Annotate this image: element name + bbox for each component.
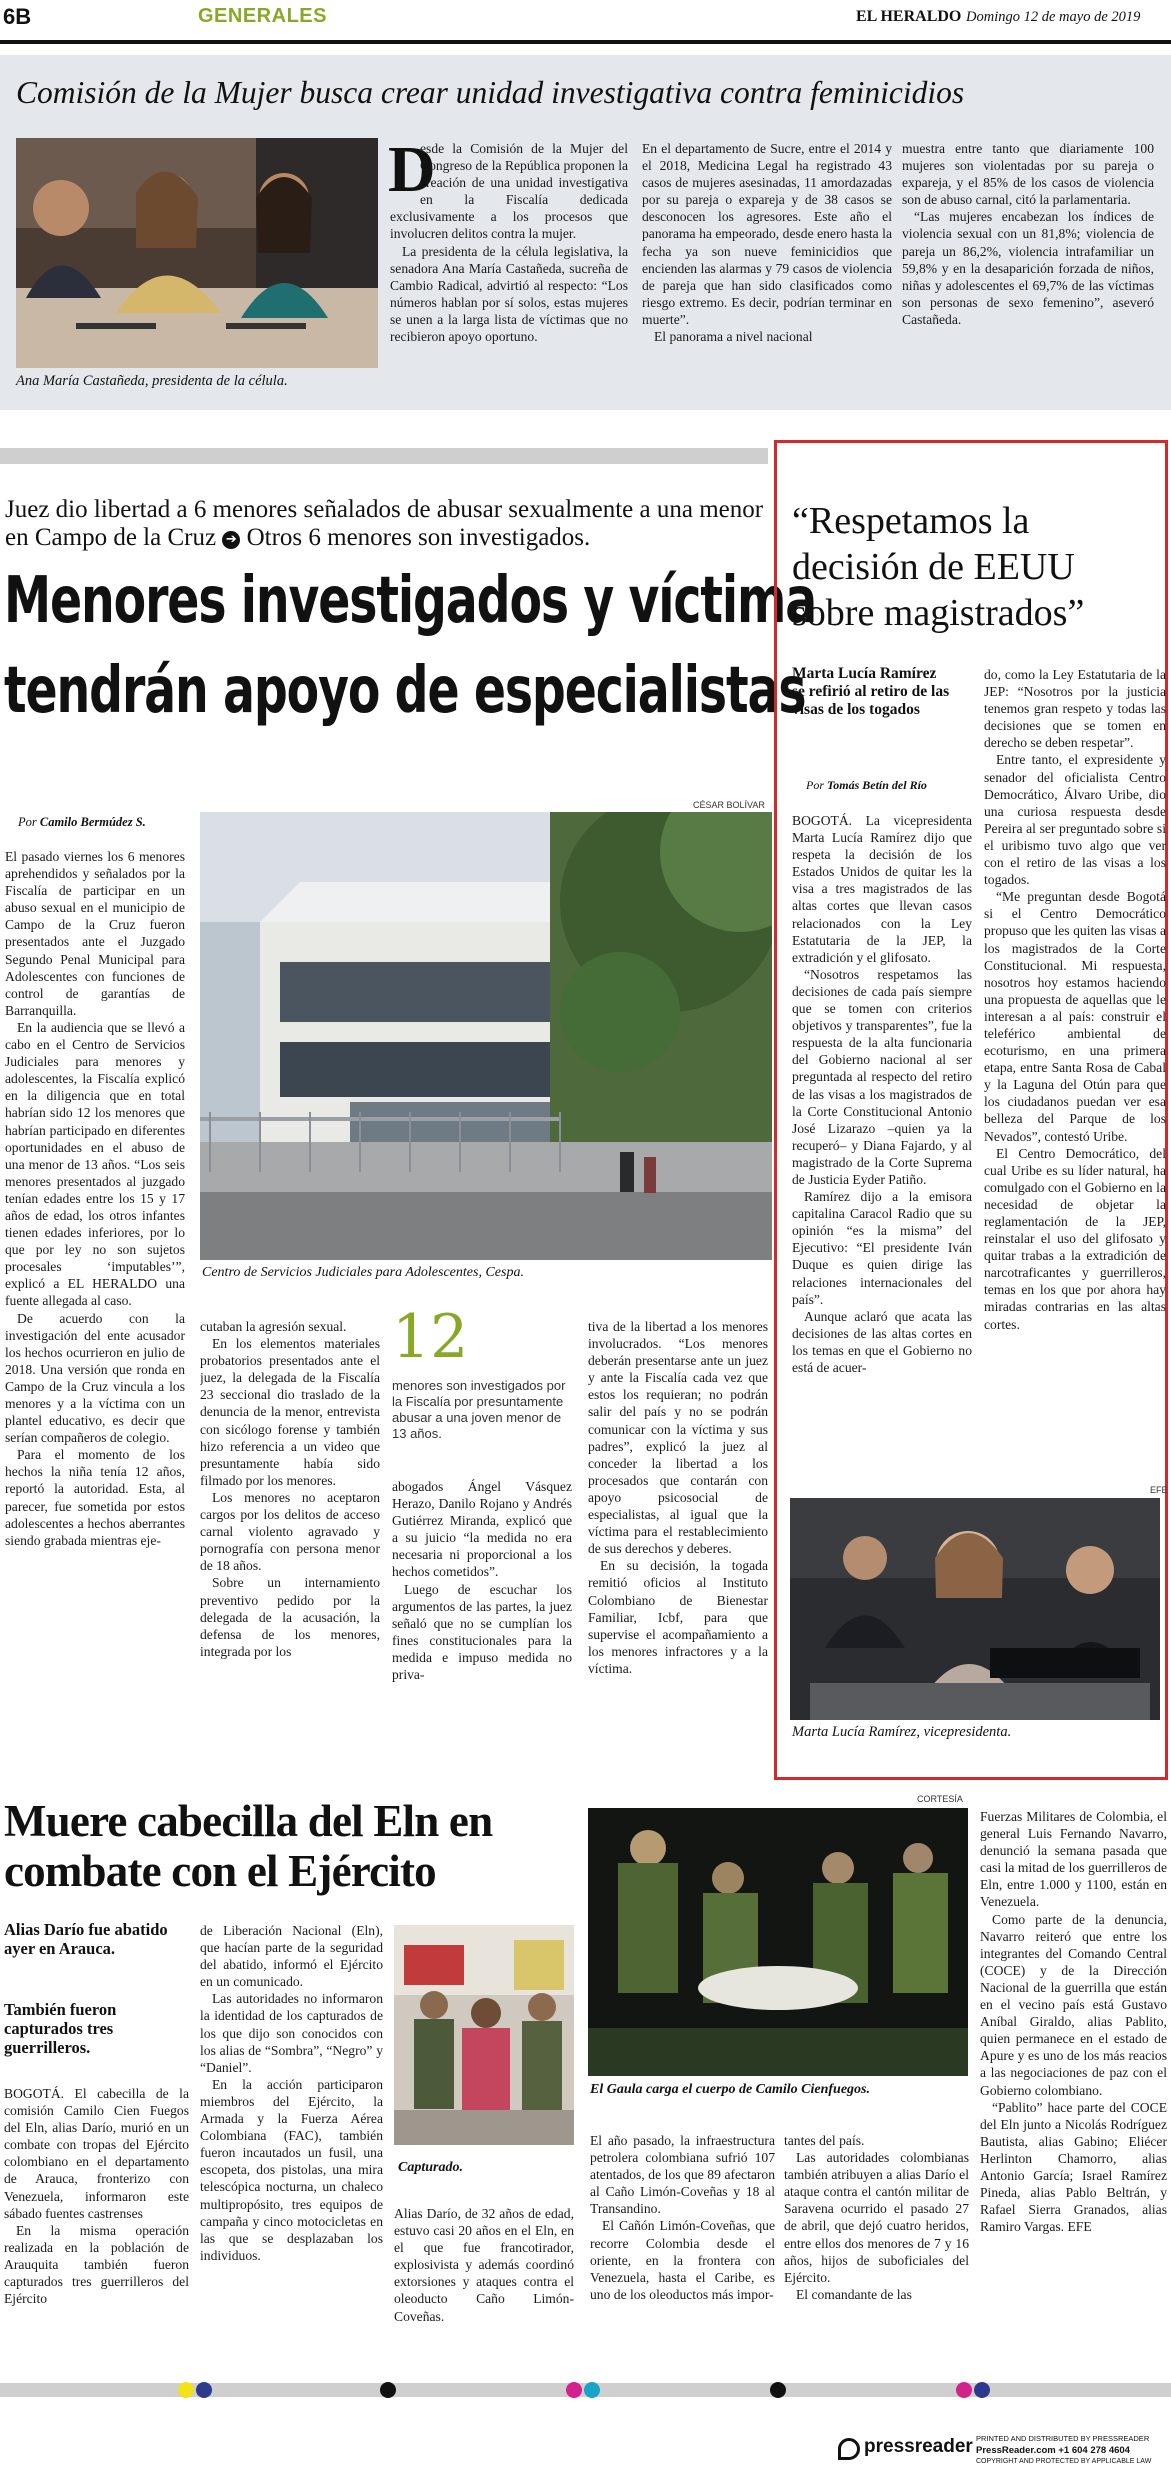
story-photo-commission bbox=[16, 138, 378, 368]
paragraph: En los elementos materiales probatorios presentados ante el juez, la delegada de la Fiscalía 23 seccional dio traslado de la denuncia de la menor, entrevista con sicólogo forense y también hizo referencia a un video que presuntamente había sido filmado por los menores. bbox=[200, 1336, 380, 1488]
story-body-col3 bbox=[394, 2205, 574, 2375]
story-photo-cespa bbox=[200, 812, 772, 1260]
story-photo-ramirez bbox=[790, 1498, 1160, 1720]
page-header bbox=[0, 0, 1171, 48]
story-headline-line1: Menores investigados y víctima bbox=[4, 564, 817, 638]
stat-text: menores son investigados por la Fiscalía por presuntamente abusar a una joven menor de 13 años. bbox=[392, 1378, 566, 1441]
paragraph: El pasado viernes los 6 menores aprehendidos y señalados por la Fiscalía de participar en un abuso sexual en el municipio de Campo de la Cruz fueron presentados ante el Juzgado Segundo Penal Municipal para Adolescentes con funciones de control de garantías de Barranquilla. bbox=[5, 849, 185, 1018]
photo-caption-small: Capturado. bbox=[398, 2160, 463, 2175]
paragraph: Para el momento de los hechos la niña tenía 12 años, reportó la autoridad. Esta, al parecer, fue sometida por estos adolescentes a hechos aberrantes siendo grabada mientras eje- bbox=[5, 1447, 185, 1548]
kicker-text: Juez dio libertad a 6 menores señalados de abusar sexualmente a una menor en Campo de la Cruz bbox=[5, 496, 764, 551]
story-byline bbox=[806, 778, 927, 793]
registration-dot-magenta bbox=[566, 2382, 582, 2398]
registration-dot-magenta bbox=[956, 2382, 972, 2398]
story-body-col1 bbox=[5, 848, 185, 1730]
photo-credit: CORTESÍA bbox=[917, 1794, 963, 1804]
paragraph: El panorama a nivel nacional bbox=[654, 329, 813, 345]
photo-caption: Ana María Castañeda, presidenta de la célula. bbox=[16, 373, 288, 389]
story-kicker bbox=[5, 496, 765, 552]
section-name: GENERALES bbox=[198, 5, 327, 27]
captured-photo-image bbox=[394, 1925, 574, 2145]
story-body-col2 bbox=[200, 1318, 380, 1730]
paragraph: “Nosotros respetamos las decisiones de cada país siempre que se tomen con criterios objetivos y transparentes”, fue la respuesta de la alta funcionaria del Gobierno nacional al ser preguntada al respecto del retiro de las visas a los magistrados de la Corte Constitucional Antonio José Lizarazo –quien ya la recuperó– y Diana Fajardo, y al magistrado de la Corte Suprema de Justicia Eyder Patiño. bbox=[792, 966, 972, 1187]
pressreader-line1: PRINTED AND DISTRIBUTED BY PRESSREADER bbox=[976, 2434, 1150, 2443]
registration-dot-black bbox=[380, 2382, 396, 2398]
paragraph: tantes del país. bbox=[784, 2133, 865, 2148]
paragraph: “Las mujeres encabezan los índices de violencia sexual con un 81,8%; violencia de pareja un 86,2%, violencia intrafamiliar un 59,8% y en la desaparición forzada de niños, niñas y adolescentes el 69,7% de las víctimas son personas de sexo femenino”, aseveró Castañeda. bbox=[902, 209, 1154, 327]
paragraph: BOGOTÁ. El cabecilla de la comisión Camilo Cien Fuegos del Eln, alias Darío, murió en un combate con tropas del Ejército colombiano en el departamento de Arauca, fronterizo con Venezuela, informaron este sábado fuentes castrenses bbox=[4, 2086, 189, 2221]
paragraph: Luego de escuchar los argumentos de las partes, la juez señaló que no se cumplían los fines constitucionales para la medida e impuso medida no priva- bbox=[392, 1581, 572, 1683]
cespa-building-image bbox=[200, 812, 772, 1260]
story-body-col3 bbox=[392, 1478, 572, 1730]
paragraph: Sobre un internamiento preventivo pedido por la delegada de la acusación, la defensa de los menores, integrada por los bbox=[200, 1575, 380, 1659]
story-summary-2: También fueron capturados tres guerrilleros. bbox=[4, 2000, 117, 2057]
story-photo-gaula bbox=[588, 1808, 968, 2076]
paragraph: abogados Ángel Vásquez Herazo, Danilo Rojano y Andrés Gutiérrez Miranda, explicó que a su juicio “la medida no era necesaria ni proporcional a los hechos cometidos”. bbox=[392, 1479, 572, 1580]
paragraph: BOGOTÁ. La vicepresidenta Marta Lucía Ramírez dijo que respeta la decisión de los Estados Unidos de quitar les la visa a tres magistrados de las altas cortes que llevan casos relacionados con la Ley Estatutaria de la JEP, la extradición y el glifosato. bbox=[792, 813, 972, 965]
paragraph: En la misma operación realizada en la población de Arauquita también fueron capturados tres guerrilleros del Ejército bbox=[4, 2222, 189, 2307]
paragraph: El Centro Democrático, del cual Uribe es su líder natural, ha comulgado con el Gobierno en la necesidad de objetar la reglamentación de la JEP, reinstalar el uso del glifosato y quitar trabas a la extradición de narcotraficantes y guerrilleros, temas en los que por ahora hay miradas contrarias en las altas cortes. bbox=[984, 1145, 1166, 1332]
story-headline: Muere cabecilla del Eln en combate con el Ejército bbox=[4, 1796, 493, 1896]
paragraph: do, como la Ley Estatutaria de la JEP: “Nosotros por la justicia tenemos gran respeto y todas las decisiones que se tomen en derecho se deben respetar”. bbox=[984, 667, 1166, 751]
photo-caption-big: El Gaula carga el cuerpo de Camilo Cienfuegos. bbox=[590, 2082, 870, 2097]
story-body-col6 bbox=[980, 1808, 1167, 2375]
story-byline bbox=[18, 815, 146, 830]
story-feminicidios bbox=[0, 55, 1171, 410]
registration-dot-yellow bbox=[178, 2382, 194, 2398]
paragraph: Aunque aclaró que acata las decisiones de las altas cortes en los temas en que el Gobierno no está de acuer- bbox=[792, 1308, 972, 1375]
paragraph: En su decisión, la togada remitió oficios al Instituto Colombiano de Bienestar Familiar, Icbf, para que supervise el acompañamiento a los menores infractores y a la víctima. bbox=[588, 1558, 768, 1676]
arrow-right-icon: ➔ bbox=[222, 531, 240, 549]
photo-caption: Centro de Servicios Judiciales para Adolescentes, Cespa. bbox=[202, 1265, 524, 1280]
paragraph: “Pablito” hace parte del COCE del Eln junto a Nicolás Rodríguez Bautista, alias Gabino; Eliécer Herlinton Chamorro, alias Antonio García; Israel Ramírez Pineda, alias Pablo Beltrán, y Rafael Sierra Granados, alias Ramiro Vargas. EFE bbox=[980, 2099, 1167, 2235]
paragraph: Las autoridades no informaron la identidad de los capturados de los que dijo son conocidos con los alias de “Sombra”, “Negro” y “Daniel”. bbox=[200, 1991, 383, 2075]
paragraph: Como parte de la denuncia, Navarro reiteró que entre los integrantes del Comando Central (COCE) y de la Dirección Nacional de la guerrilla que están en el vecino país está Gustavo Aníbal Giraldo, alias Pablito, quien permanece en el estado de Apure y es uno de los más reacios a las negociaciones de paz con el Gobierno colombiano. bbox=[980, 1911, 1167, 2098]
paragraph: cutaban la agresión sexual. bbox=[200, 1319, 347, 1334]
story-headline: “Respetamos la decisión de EEUU sobre magistrados” bbox=[792, 500, 1085, 634]
paragraph: Ramírez dijo a la emisora capitalina Caracol Radio que su opinión “es la misma” del Ejecutivo: “El presidente Iván Duque es quien dirige las relaciones internacionales del país”. bbox=[792, 1189, 972, 1307]
paragraph: Entre tanto, el expresidente y senador del oficialista Centro Democrático, Álvaro Uribe, dio una curiosa respuesta desde Pereira al ser preguntado sobre si el uribismo tuvo algo que ver con el retiro de las visas a los togados. bbox=[984, 752, 1166, 888]
paragraph: de Liberación Nacional (Eln), que hacían parte de la seguridad del abatido, informó el Ejército en un comunicado. bbox=[200, 1923, 383, 1990]
section-divider-bar bbox=[0, 448, 768, 464]
story-body-col2 bbox=[200, 1922, 383, 2375]
kicker-tail: Otros 6 menores son investigados. bbox=[246, 524, 591, 551]
paragraph: El año pasado, la infraestructura petrolera colombiana sufrió 107 atentados, de los que 89 afectaron al Caño Limón-Coveñas y 18 al Transandino. bbox=[590, 2133, 775, 2217]
ramirez-photo-image bbox=[790, 1498, 1160, 1720]
paragraph: En la audiencia que se llevó a cabo en el Centro de Servicios Judiciales para menores y adolescentes, la Fiscalía explicó en la diligencia que en total habrían sido 12 los menores que habrían participado en diferentes oportunidades en el abuso de una menor de 13 años. “Los seis menores presentados al juzgado tenían edades entre los 15 y 17 años de edad, los otros infantes tienen edades inferiores, por lo que por ley no son sujetos procesales ‘imputables’”, explicó a EL HERALDO una fuente allegada al caso. bbox=[5, 1019, 185, 1309]
newspaper-name: EL HERALDO bbox=[856, 8, 962, 25]
story-body-col3 bbox=[902, 140, 1154, 402]
paragraph: Fuerzas Militares de Colombia, el general Luis Fernando Navarro, denunció la semana pasada que casi la mitad de los guerrilleros de Eln, entre 1.000 y 1100, están en Venezuela. bbox=[980, 1809, 1167, 1910]
story-headline: Comisión de la Mujer busca crear unidad investigativa contra feminicidios bbox=[16, 75, 965, 110]
story-body-col1 bbox=[390, 140, 628, 402]
paragraph: Alias Darío, de 32 años de edad, estuvo casi 20 años en el Eln, en el que fue francotirador, explosivista y además coordinó extorsiones y ataques contra el oleoducto Caño Limón-Coveñas. bbox=[394, 2206, 574, 2324]
header-rule bbox=[0, 40, 1171, 44]
story-body-col2 bbox=[642, 140, 892, 402]
issue-date: Domingo 12 de mayo de 2019 bbox=[966, 9, 1141, 25]
commission-photo-image bbox=[16, 138, 378, 368]
pressreader-brand: pressreader bbox=[864, 2436, 973, 2457]
story-body-col5 bbox=[784, 2132, 969, 2375]
drop-cap: D bbox=[388, 133, 436, 206]
paragraph: El Cañón Limón-Coveñas, que recorre Colombia desde el oriente, en la frontera con Venezuela, hasta el Caribe, es uno de los oleoductos más impor- bbox=[590, 2218, 775, 2302]
story-summary: Marta Lucía Ramírez se refirió al retiro de las visas de los togados bbox=[792, 665, 950, 718]
paragraph: tiva de la libertad a los menores involucrados. “Los menores deberán presentarse ante un juez y ante la Fiscalía cada vez que estos los requieran; no podrán salir del país y no se podrán comunicar con la víctima y sus padres”, explicó la juez al conceder la libertad a los procesados que contarán con apoyo psicosocial de especialistas, al igual que la víctima para el restablecimiento de sus derechos y deberes. bbox=[588, 1319, 768, 1557]
registration-dot-cyan bbox=[584, 2382, 600, 2398]
paragraph: Los menores no aceptaron cargos por los delitos de acceso carnal violento agravado y pornografía con persona menor de 18 años. bbox=[200, 1489, 380, 1574]
story-body-col1 bbox=[4, 2085, 189, 2375]
page-number: 6B bbox=[3, 4, 32, 29]
registration-dot-blue bbox=[974, 2382, 990, 2398]
registration-dot-black bbox=[770, 2382, 786, 2398]
byline-prefix: Por bbox=[18, 815, 37, 829]
paragraph: La presidenta de la célula legislativa, la senadora Ana María Castañeda, sucreña de Cambio Radical, advirtió al respecto: “Los números hablan por sí solos, estas mujeres se unen a la larga lista de víctimas que no recibieron apoyo oportuno. bbox=[390, 243, 628, 345]
story-body-col4 bbox=[590, 2132, 775, 2375]
paragraph: muestra entre tanto que diariamente 100 mujeres son violentadas por su pareja o expareja, y el 85% de los casos de violencia son de abuso carnal, citó la parlamentaria. bbox=[902, 141, 1154, 208]
paragraph: esde la Comisión de la Mujer del Congreso de la República proponen la creación de una unidad investigativa en la Fiscalía dedicada exclusivamente a los procesos que involucren delitos contra la mujer. bbox=[390, 141, 628, 242]
story-summary-1: Alias Darío fue abatido ayer en Arauca. bbox=[4, 1920, 168, 1958]
photo-credit: EFE bbox=[1150, 1485, 1168, 1495]
story-photo-captured bbox=[394, 1925, 574, 2145]
stat-number: 12 bbox=[392, 1302, 469, 1372]
paragraph: En el departamento de Sucre, entre el 2014 y el 2018, Medicina Legal ha registrado 43 casos de mujeres asesinadas, 11 amordazadas por su pareja o expareja y de 38 casos se desconocen los agresores. Este año el panorama ha empeorado, desde enero hasta la fecha ya son nueve feminicidios que encienden las alarmas y 79 casos de violencia de pareja que han sido clasificados como riesgo extremo. Es decir, podrían terminar en muerte”. bbox=[642, 141, 892, 327]
paragraph: En la acción participaron miembros del Ejército, la Armada y la Fuerza Aérea Colombiana (FAC), también fueron incautados un fusil, una escopeta, dos pistolas, una mira telescópica nocturna, un chaleco multipropósito, tres equipos de campaña y cinco motocicletas en las que se desplazaban los individuos. bbox=[200, 2076, 383, 2263]
gaula-photo-image bbox=[588, 1808, 968, 2076]
paragraph: De acuerdo con la investigación del ente acusador los hechos ocurrieron en julio de 2018. Una versión que ronda en Campo de la Cruz vincula a los menores y a la víctima con un plantel educativo, es decir que serían compañeros de colegio. bbox=[5, 1310, 185, 1446]
paragraph: Las autoridades colombianas también atribuyen a alias Darío el ataque contra el cantón militar de Saravena ocurrido el pasado 27 de abril, que dejó cuatro heridos, entre ellos dos menores de 7 y 16 años, hijos de suboficiales del Ejército. bbox=[784, 2150, 969, 2285]
byline-author: Tomás Betín del Río bbox=[827, 778, 927, 792]
registration-dot-blue bbox=[196, 2382, 212, 2398]
pressreader-line2: PressReader.com +1 604 278 4604 bbox=[976, 2445, 1130, 2456]
byline-prefix: Por bbox=[806, 778, 824, 792]
paragraph: “Me preguntan desde Bogotá si el Centro Democrático propuso que les quiten las visas a los magistrados de la Corte Constitucional. Mi respuesta, nosotros hoy estamos haciendo una propuesta de aquellas que le interesan a al país: construir el teleférico ambiental de ecoturismo, en una primera etapa, entre Santa Rosa de Cabal y la Laguna del Otún para que los ciudadanos puedan ver esa belleza del Parque de los Nevados”, contestó Uribe. bbox=[984, 889, 1166, 1144]
pressreader-logo-icon bbox=[838, 2438, 860, 2460]
story-body-col4 bbox=[588, 1318, 768, 1730]
pressreader-footer bbox=[836, 2430, 1171, 2473]
byline-author: Camilo Bermúdez S. bbox=[39, 815, 146, 829]
photo-caption: Marta Lucía Ramírez, vicepresidenta. bbox=[792, 1724, 1012, 1740]
photo-credit: CÉSAR BOLÍVAR bbox=[693, 800, 765, 810]
story-body-col1 bbox=[792, 812, 972, 1472]
pressreader-line3: COPYRIGHT AND PROTECTED BY APPLICABLE LAW bbox=[976, 2458, 1152, 2465]
paragraph: El comandante de las bbox=[796, 2286, 912, 2302]
story-body-col2 bbox=[984, 666, 1166, 1472]
story-headline-line2: tendrán apoyo de especialistas bbox=[4, 654, 806, 728]
